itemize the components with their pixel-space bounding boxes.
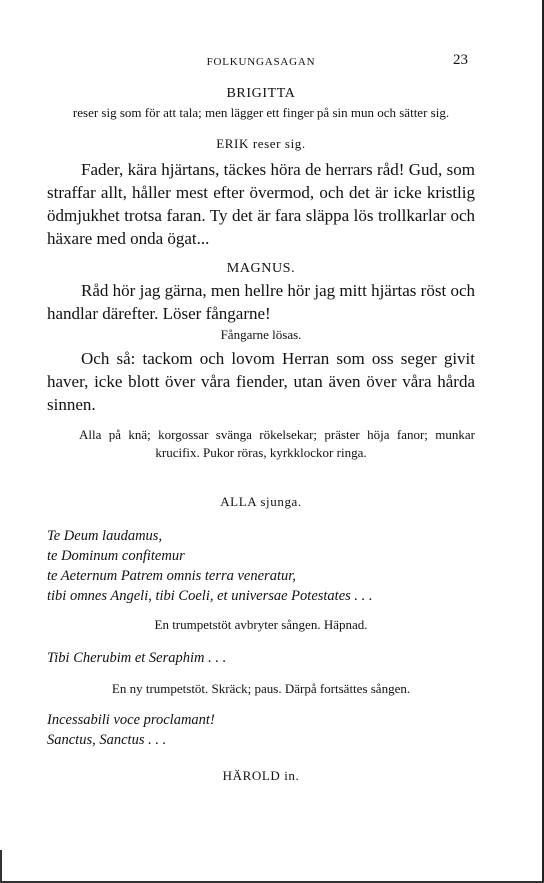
- speaker-harold: HÄROLD: [222, 768, 281, 783]
- speaker-alla: ALLA: [220, 494, 257, 509]
- dialogue-magnus-2: Och så: tackom och lovom Herran som oss seger givit haver, icke blott över våra fiender, utan även över våra hårda sinnen.: [47, 349, 475, 414]
- stage-direction-brigitta: reser sig som för att tala; men lägger ett finger på sin mun och sätter sig.: [72, 105, 450, 120]
- hymn-verse-1: [47, 526, 475, 606]
- hymn-line: Te Deum laudamus,: [47, 528, 163, 544]
- stage-direction-harold: in.: [284, 768, 300, 783]
- scan-edge-left: [0, 850, 2, 883]
- stage-direction-alla: sjunga.: [260, 494, 302, 509]
- speaker-brigitta: BRIGITTA: [226, 86, 296, 101]
- dialogue-magnus-1: Råd hör jag gärna, men hellre hör jag mitt hjärtas röst och handlar därefter. Löser fångarne!: [47, 281, 475, 323]
- speaker-alla-line: [47, 492, 475, 512]
- hymn-line: te Dominum confitemur: [47, 548, 185, 564]
- hymn-verse-3: [47, 710, 475, 750]
- hymn-verse-2: Tibi Cherubim et Seraphim . . .: [47, 650, 227, 666]
- page-number: 23: [453, 52, 468, 68]
- hymn-line: tibi omnes Angeli, tibi Coeli, et universae Potestates . . .: [47, 588, 373, 604]
- hymn-line: te Aeternum Patrem omnis terra veneratur,: [47, 568, 296, 584]
- speaker-magnus: MAGNUS.: [226, 261, 296, 276]
- stage-direction-prisoners: Fångarne lösas.: [220, 327, 302, 342]
- speaker-erik: ERIK: [216, 136, 249, 151]
- running-head: FOLKUNGASAGAN: [206, 56, 316, 68]
- speaker-erik-line: [47, 134, 475, 154]
- stage-direction-trumpet-1: En trumpetstöt avbryter sången. Häpnad.: [154, 617, 368, 632]
- hymn-line: Sanctus, Sanctus . . .: [47, 732, 167, 748]
- hymn-line: Incessabili voce proclamant!: [47, 712, 215, 728]
- speaker-harold-line: [47, 766, 475, 786]
- stage-direction-trumpet-2: En ny trumpetstöt. Skräck; paus. Därpå fortsättes sången.: [111, 681, 411, 696]
- stage-direction-erik: reser sig.: [252, 136, 306, 151]
- page-header: [48, 52, 474, 72]
- dialogue-erik: Fader, kära hjärtans, täckes höra de herrars råd! Gud, som straffar allt, håller mest efter övermod, och det är icke kristlig ödmjukhet trotsa faran. Ty det är fara släppa lös trollkarlar och häxare med onda ögat...: [47, 160, 475, 248]
- stage-direction-kneel: Alla på knä; korgossar svänga rökelsekar; präster höja fanor; munkar krucifix. Pukor röras, kyrkklockor ringa.: [79, 427, 475, 460]
- page-body: [47, 84, 475, 786]
